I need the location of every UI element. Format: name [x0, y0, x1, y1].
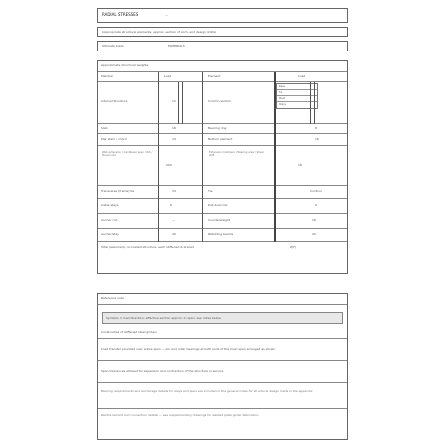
- column-divider: [202, 72, 203, 242]
- table-row: [98, 124, 347, 134]
- cell-member: Transverse (frame) tie: [101, 189, 135, 193]
- column-divider: [178, 82, 179, 124]
- cell-load: 20: [312, 232, 316, 236]
- cell-element: Tie: [208, 189, 213, 193]
- table-row: [98, 214, 347, 229]
- cell-load: —: [172, 218, 175, 222]
- notes-header-row: [98, 294, 347, 305]
- column-divider: [158, 72, 159, 242]
- cell-member: Web extension / Cantilever span / Rib / Tension tie: [102, 151, 153, 158]
- cell-load: 40: [172, 232, 176, 236]
- inner-item: S1: [277, 90, 317, 96]
- subtitle-box: [97, 27, 348, 37]
- table-header-row: [98, 72, 347, 82]
- col-header-load-1: Load: [164, 74, 172, 78]
- subtitle-text: (Appropriate structural elements, approx. section of arch, and design limits): [102, 30, 217, 34]
- inner-stack-box: [276, 83, 318, 109]
- notes-line-row: [98, 408, 347, 440]
- title-badge: —: [165, 13, 168, 17]
- column-divider: [314, 82, 315, 124]
- table-row: [98, 146, 347, 186]
- table-footer-row: [98, 242, 347, 254]
- table-row: [98, 134, 347, 146]
- cell-member: Anchor/stay: [101, 232, 119, 236]
- notes-line-row: [98, 360, 347, 383]
- notes-box: [97, 293, 348, 440]
- notes-heading: Reference note: [101, 296, 124, 300]
- cell-load: Contour: [310, 189, 322, 193]
- inner-item: Base: [277, 84, 317, 90]
- cell-load: 6: [170, 203, 172, 207]
- cell-load: 18: [312, 218, 316, 222]
- cell-load: 0: [315, 203, 317, 207]
- notes-line: Span tolerances allowed for expansion and contraction of the structure in service: [101, 369, 224, 373]
- cell-member: Pier stem / chord: [101, 137, 127, 141]
- cell-element: Pull-down tie: [208, 203, 228, 207]
- structural-table: [97, 60, 348, 274]
- inner-item: Stays: [279, 103, 286, 106]
- table-footer-value: Z(F): [290, 245, 297, 249]
- cell-element: Counterweight: [208, 218, 231, 222]
- col-header-member: Member: [101, 74, 114, 78]
- cell-load: 18: [172, 126, 176, 130]
- title-box: [97, 8, 348, 23]
- cell-member: Slab: [101, 126, 108, 130]
- inner-item: Mast: [277, 96, 317, 102]
- cell-element: Column section: [208, 99, 232, 103]
- page-title: RADIAL STRESSES: [102, 12, 139, 17]
- cell-load: 8: [315, 126, 317, 130]
- table-row: [98, 186, 347, 199]
- cell-element: Bearing ring: [208, 126, 227, 130]
- notes-line: Reinforcement and connection details — see supplementary drawings for welded plate girder fabrication: [101, 413, 259, 417]
- table-row: [98, 199, 347, 214]
- column-divider: [182, 82, 183, 124]
- cell-member: Internal Structure: [101, 99, 128, 103]
- column-divider: [310, 82, 311, 124]
- column-divider: [274, 72, 276, 242]
- meta-box: [97, 41, 348, 51]
- table-footer-text: Total (assumed), no loaded structure, each stiffened & braced: [101, 245, 195, 249]
- table-section-label: Approximate structural weights: [101, 63, 149, 67]
- cell-load: 16: [315, 137, 319, 141]
- notes-line: Bearing requirements and anchorage details for stays and piers are included in the general notes for structural design loads in the appendix: [101, 389, 313, 393]
- notes-line-row: [98, 382, 347, 409]
- notes-highlight-text: Symbols = load direction; effective section approx. in span; see notes below: [106, 316, 221, 320]
- table-section-row: [98, 61, 347, 72]
- meta-left: Ultimate loads: [102, 44, 124, 48]
- cell-load: 12: [172, 99, 176, 103]
- cell-member: Anchor rod: [101, 218, 118, 222]
- col-header-element: Element: [208, 74, 221, 78]
- cell-load: 18: [298, 163, 302, 167]
- cell-load: 14: [172, 137, 176, 141]
- notes-line-row: [98, 338, 347, 361]
- notes-line: Constructed of stiffened steel girders: [101, 330, 157, 334]
- col-header-load-2: Load: [298, 74, 306, 78]
- cell-member: Cable stays: [101, 203, 119, 207]
- cell-load: 34: [172, 189, 176, 193]
- notes-highlight-box: [102, 312, 343, 324]
- cell-element: Retaining beams: [208, 232, 234, 236]
- cell-element: Bottom element: [208, 137, 233, 141]
- cell-element: Extension members / Bearing area / Shear stiff.: [209, 151, 265, 158]
- notes-line: Load transfer provided over entire span — pin and roller bearings at both ends of the main span arranged as shown: [101, 347, 276, 351]
- meta-right: MATERIALS: [168, 44, 185, 48]
- cell-load: 000: [166, 163, 172, 167]
- table-row: [98, 229, 347, 242]
